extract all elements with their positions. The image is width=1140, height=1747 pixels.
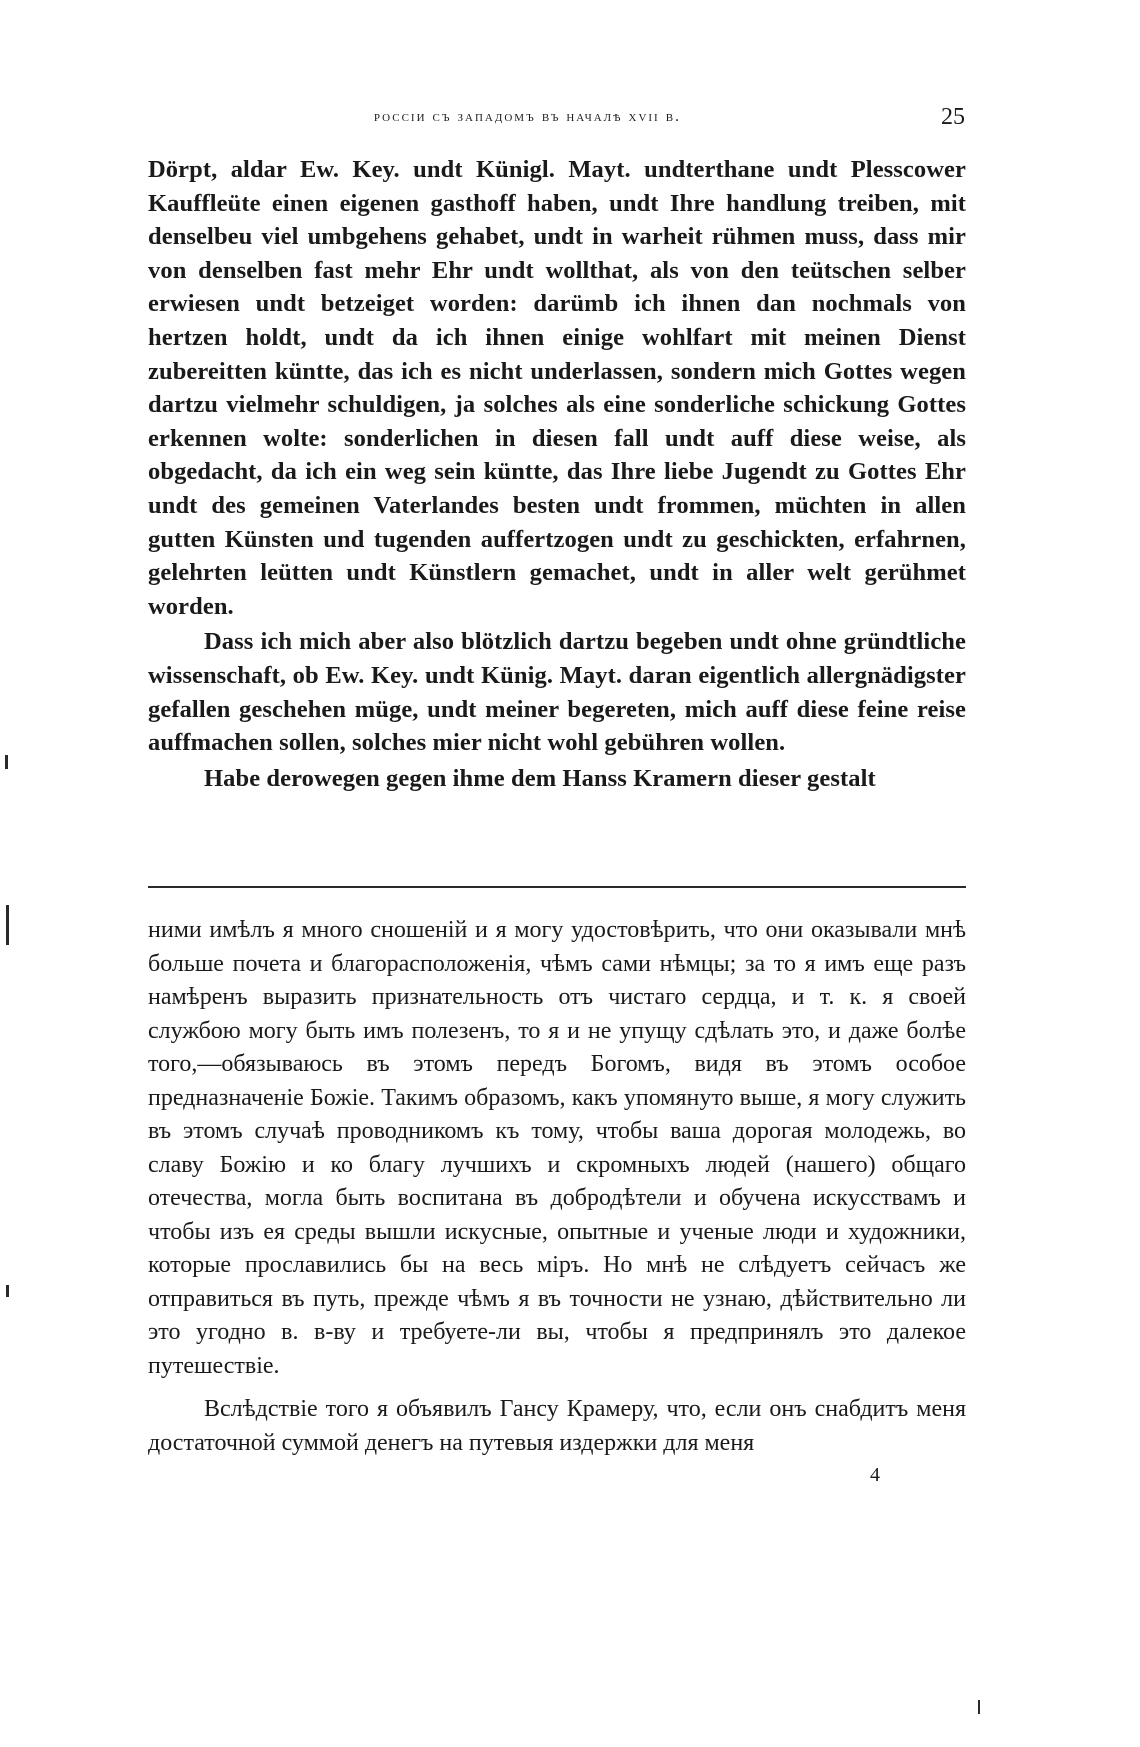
scan-speck — [6, 1285, 9, 1297]
german-paragraph: Habe derowegen gegen ihme dem Hanss Kramern dieser gestalt — [204, 764, 876, 792]
russian-translation-block — [148, 914, 966, 1460]
running-head — [150, 104, 965, 138]
german-paragraph: Dass ich mich aber also blötzlich dartzu begeben undt ohne gründtliche wissenschaft, ob Ew. Key. undt Künig. Mayt. daran eigentlich allergnädigster gefallen geschehen müge, undt meiner begereten, mich auff diese feine reise auffmachen sollen, solches mier nicht wohl gebühren wollen. — [148, 628, 966, 757]
separator-rule — [148, 886, 966, 888]
scan-speck — [6, 905, 9, 945]
page-number: 25 — [941, 104, 965, 130]
german-paragraph: Dörpt, aldar Ew. Key. undt Künigl. Mayt. undterthane undt Plesscower Kauffleüte einen eigenen gasthoff haben, undt Ihre handlung treiben, mit denselbeu viel umbgehens gehabet, undt in warheit rühmen muss, dass mir von denselben fast mehr Ehr undt wollthat, als von den teütschen selber erwiesen undt betzeiget worden: darümb ich ihnen dan nochmals von hertzen holdt, undt da ich ihnen einige wohlfart mit meinen Dienst zubereitten küntte, das ich es nicht underlassen, sondern mich Gottes wegen dartzu vielmehr schuldigen, ja solches als eine sonderliche schickung Gottes erkennen wolte: sonderlichen in diesen fall undt auff diese weise, als obgedacht, da ich ein weg sein küntte, das Ihre liebe Jugendt zu Gottes Ehr undt des gemeinen Vaterlandes besten undt frommen, müchten in allen gutten Künsten und tugenden auffertzogen undt zu geschickten, erfahrnen, gelehrten leütten undt Künstlern gemachet, undt in aller welt gerühmet worden. — [148, 156, 966, 620]
scan-speck — [978, 1700, 980, 1714]
russian-paragraph: ними имѣлъ я много сношенiй и я могу удостовѣрить, что они оказывали мнѣ больше почета и благорасположенiя, чѣмъ сами нѣмцы; за то я имъ еще разъ намѣренъ выразить признательность отъ чистаго сердца, и т. к. я своей службою могу быть имъ полезенъ, то я и не упущу сдѣлать это, и даже болѣе того,—обязываюсь въ этомъ передъ Богомъ, видя въ этомъ особое предназначенiе Божiе. Такимъ образомъ, какъ упомянуто выше, я могу служить въ этомъ случаѣ проводникомъ къ тому, чтобы ваша дорогая молодежь, во славу Божiю и ко благу лучшихъ и скромныхъ людей (нашего) общаго отечества, могла быть воспитана въ добродѣтели и обучена искусствамъ и чтобы изъ ея среды вышли искусные, опытные и ученые люди и художники, которые прославились бы на весь мiръ. Но мнѣ не слѣдуетъ сейчасъ же отправиться въ путь, прежде чѣмъ я въ точности не узнаю, дѣйствительно ли это угодно в. в-ву и требуете-ли вы, чтобы я предпринялъ это далекое путешествiе. — [148, 917, 966, 1379]
running-title: россiи съ западомъ въ началѣ xvii в. — [373, 108, 682, 125]
scan-speck — [5, 755, 8, 769]
russian-paragraph: Вслѣдствiе того я объявилъ Гансу Крамеру, что, если онъ снабдитъ меня достаточной суммой денегъ на путевыя издержки для меня — [148, 1396, 966, 1456]
german-text-block — [148, 153, 966, 795]
signature-mark: 4 — [870, 1464, 880, 1486]
